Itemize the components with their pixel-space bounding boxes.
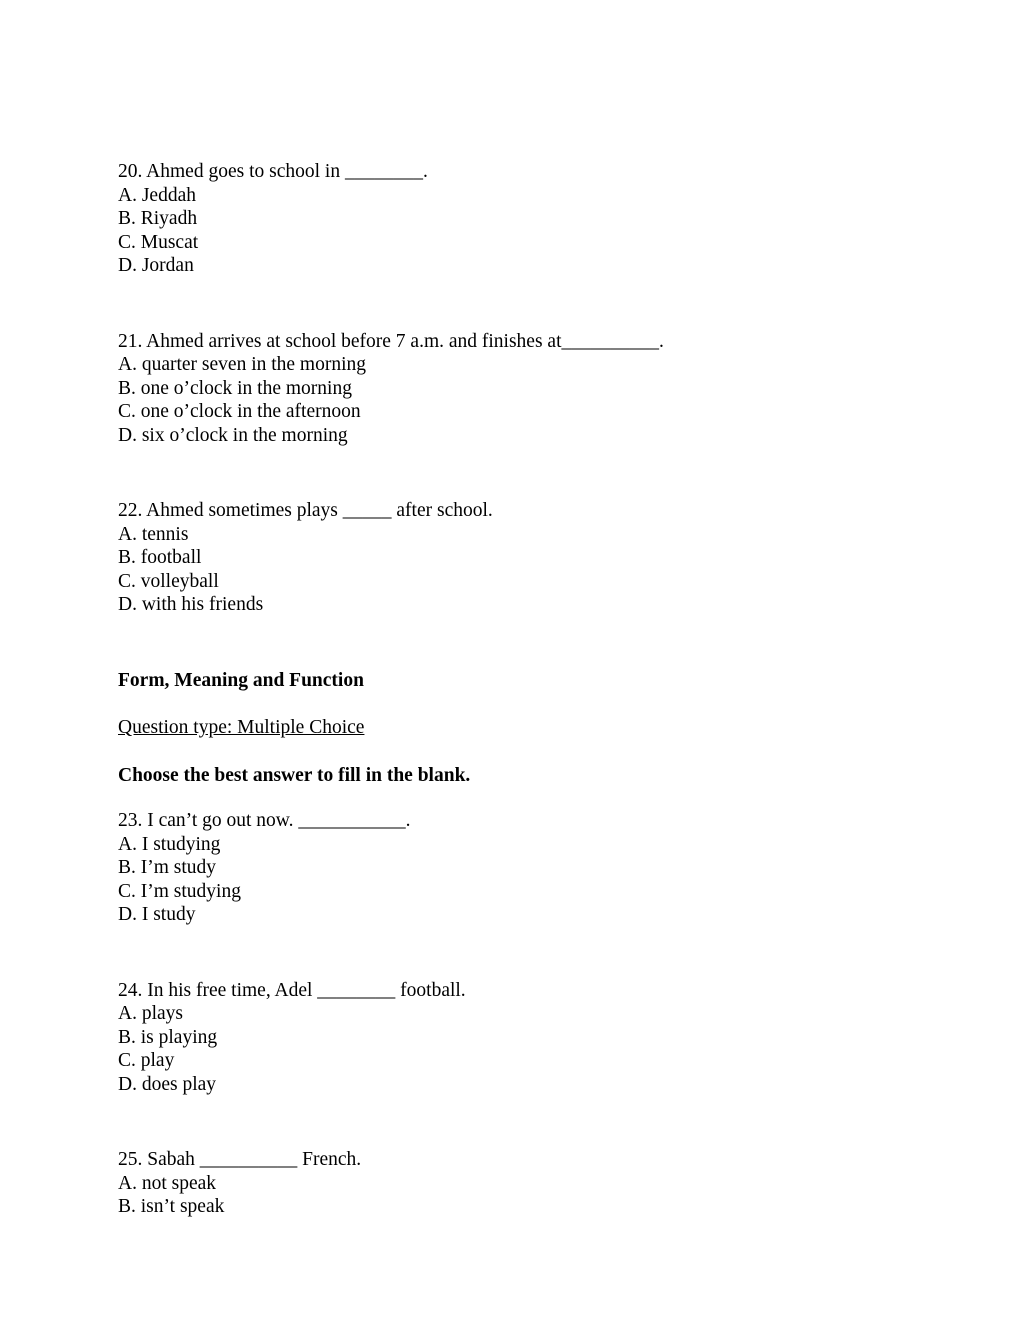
question-stem: 24. In his free time, Adel ________ football. — [118, 979, 466, 1001]
question-option[interactable]: B. football — [118, 547, 202, 568]
question-option[interactable]: B. is playing — [118, 1026, 218, 1048]
question-stem: 23. I can’t go out now. ___________. — [118, 810, 411, 831]
question-option[interactable]: B. I’m study — [118, 857, 217, 878]
question-stem: 25. Sabah __________ French. — [118, 1149, 362, 1170]
question-option[interactable]: A. I studying — [118, 833, 221, 855]
question-item — [118, 499, 902, 617]
question-option[interactable]: C. one o’clock in the afternoon — [118, 401, 361, 422]
question-option[interactable]: A. plays — [118, 1003, 183, 1024]
question-option[interactable]: C. I’m studying — [118, 880, 241, 902]
question-item — [118, 809, 902, 927]
question-option[interactable]: A. Jeddah — [118, 184, 196, 206]
question-option[interactable]: D. with his friends — [118, 594, 264, 615]
question-item — [118, 330, 902, 448]
question-option[interactable]: D. I study — [118, 904, 196, 925]
section-heading: Form, Meaning and Function — [118, 669, 364, 691]
question-option[interactable]: A. tennis — [118, 523, 189, 545]
question-option[interactable]: B. Riyadh — [118, 208, 198, 229]
question-option[interactable]: C. Muscat — [118, 231, 199, 253]
question-option[interactable]: D. six o’clock in the morning — [118, 424, 348, 446]
question-option[interactable]: A. not speak — [118, 1172, 217, 1194]
question-item — [118, 979, 902, 1097]
section-instruction: Choose the best answer to fill in the blank. — [118, 764, 471, 786]
question-option[interactable]: B. one o’clock in the morning — [118, 377, 352, 399]
question-stem: 21. Ahmed arrives at school before 7 a.m. and finishes at__________. — [118, 330, 664, 352]
question-option[interactable]: D. does play — [118, 1073, 217, 1095]
question-option[interactable]: B. isn’t speak — [118, 1196, 225, 1217]
question-option[interactable]: C. volleyball — [118, 570, 219, 592]
question-item — [118, 160, 902, 278]
question-stem: 20. Ahmed goes to school in ________. — [118, 161, 428, 182]
question-option[interactable]: A. quarter seven in the morning — [118, 354, 367, 375]
question-option[interactable]: C. play — [118, 1050, 175, 1071]
question-type-label: Question type: Multiple Choice — [118, 717, 365, 738]
question-item — [118, 1148, 902, 1219]
question-stem: 22. Ahmed sometimes plays _____ after school. — [118, 500, 493, 521]
question-option[interactable]: D. Jordan — [118, 255, 194, 276]
